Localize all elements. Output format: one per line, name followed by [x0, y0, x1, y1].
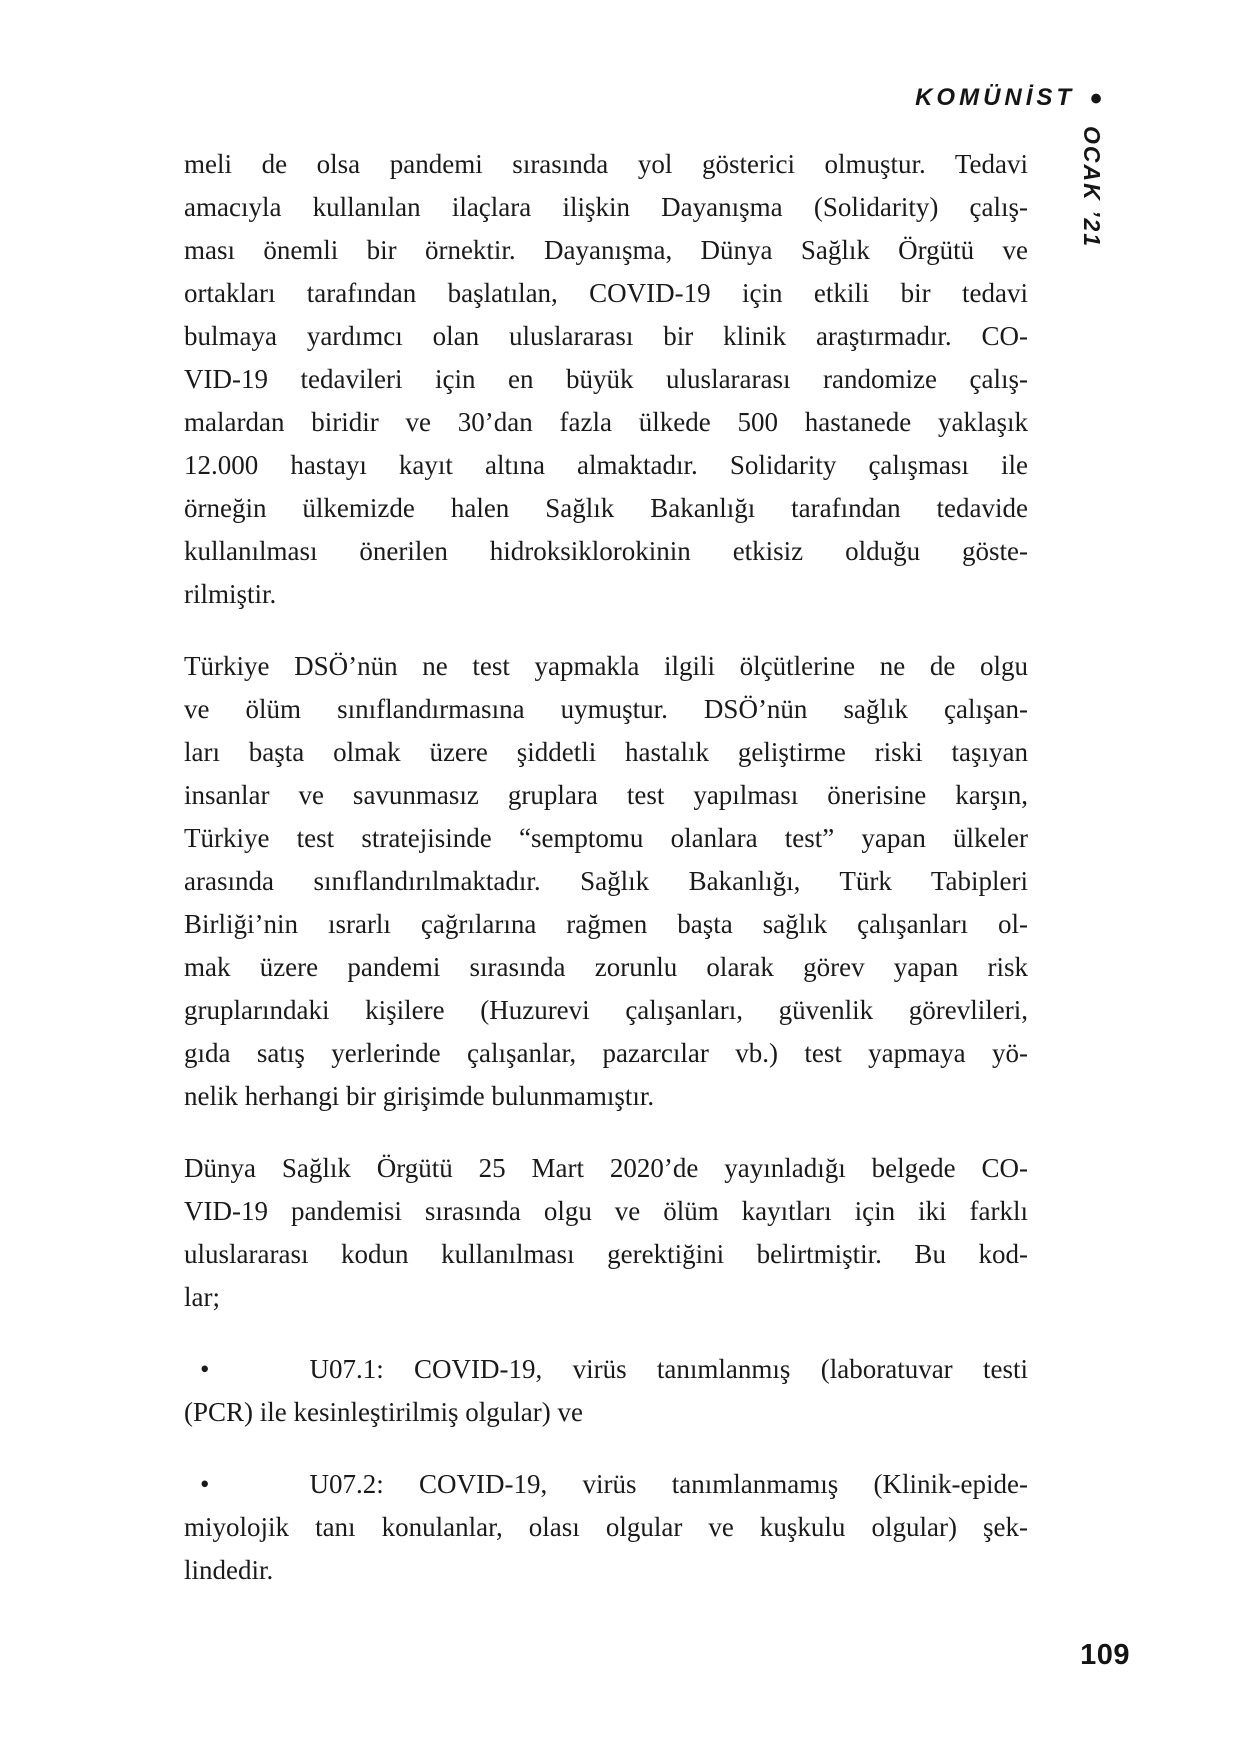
text-line: VID-19 pandemisi sırasında olgu ve ölüm kayıtları için iki farklı	[184, 1196, 1028, 1226]
magazine-title: KOMÜNİST	[915, 84, 1076, 111]
text-line: arasında sınıflandırılmaktadır. Sağlık Bakanlığı, Türk Tabipleri	[184, 866, 1028, 896]
text-line: uluslararası kodun kullanılması gerektiğini belirtmiştir. Bu kod-	[184, 1239, 1028, 1269]
text-line: rilmiştir.	[184, 579, 277, 609]
bullet-line-text: U07.2: COVID-19, virüs tanımlanmamış (Klinik-epide-	[309, 1469, 1028, 1499]
text-line: amacıyla kullanılan ilaçlara ilişkin Dayanışma (Solidarity) çalış-	[184, 192, 1028, 222]
text-line: miyolojik tanı konulanlar, olası olgular ve kuşkulu olgular) şek-	[184, 1512, 1028, 1542]
text-line: nelik herhangi bir girişimde bulunmamıştır.	[184, 1081, 655, 1111]
bullet-icon: •	[200, 1469, 210, 1499]
text-line: kullanılması önerilen hidroksiklorokinin etkisiz olduğu göste-	[184, 536, 1028, 566]
text-line: bulmaya yardımcı olan uluslararası bir klinik araştırmadır. CO-	[184, 321, 1028, 351]
text-line: 12.000 hastayı kayıt altına almaktadır. Solidarity çalışması ile	[184, 450, 1028, 480]
paragraph-test-strategy	[184, 645, 1028, 1118]
text-line: Dünya Sağlık Örgütü 25 Mart 2020’de yayınladığı belgede CO-	[184, 1153, 1028, 1183]
running-head: KOMÜNİST •	[915, 80, 1102, 118]
body-text	[184, 143, 1028, 1592]
text-line: insanlar ve savunmasız gruplara test yapılması önerisine karşın,	[184, 780, 1028, 810]
text-line: meli de olsa pandemi sırasında yol gösterici olmuştur. Tedavi	[184, 149, 1028, 179]
text-line: malardan biridir ve 30’dan fazla ülkede 500 hastanede yaklaşık	[184, 407, 1028, 437]
text-line	[184, 1463, 1028, 1506]
text-line: Birliği’nin ısrarlı çağrılarına rağmen başta sağlık çalışanları ol-	[184, 909, 1028, 939]
text-line: Türkiye DSÖ’nün ne test yapmakla ilgili ölçütlerine ne de olgu	[184, 651, 1028, 681]
issue-date-vertical: OCAK ’21	[1079, 126, 1105, 249]
text-line: lindedir.	[184, 1555, 274, 1585]
paragraph-solidarity	[184, 143, 1028, 616]
bullet-icon: •	[200, 1354, 210, 1384]
text-line: gıda satış yerlerinde çalışanlar, pazarcılar vb.) test yapmaya yö-	[184, 1038, 1028, 1068]
page-number: 109	[1080, 1639, 1130, 1671]
paragraph-who-codes	[184, 1147, 1028, 1319]
text-line: ması önemli bir örnektir. Dayanışma, Dünya Sağlık Örgütü ve	[184, 235, 1028, 265]
text-line: (PCR) ile kesinleştirilmiş olgular) ve	[184, 1397, 583, 1427]
bullet-item-u07-1	[184, 1348, 1028, 1434]
text-line: ve ölüm sınıflandırmasına uymuştur. DSÖ’nün sağlık çalışan-	[184, 694, 1028, 724]
text-line: ları başta olmak üzere şiddetli hastalık geliştirme riski taşıyan	[184, 737, 1028, 767]
text-line: örneğin ülkemizde halen Sağlık Bakanlığı tarafından tedavide	[184, 493, 1028, 523]
bullet-line-text: U07.1: COVID-19, virüs tanımlanmış (laboratuvar testi	[309, 1354, 1028, 1384]
text-line: Türkiye test stratejisinde “semptomu olanlara test” yapan ülkeler	[184, 823, 1028, 853]
text-line: ortakları tarafından başlatılan, COVID-19 için etkili bir tedavi	[184, 278, 1028, 308]
bullet-item-u07-2	[184, 1463, 1028, 1592]
text-line: lar;	[184, 1282, 220, 1312]
text-line: mak üzere pandemi sırasında zorunlu olarak görev yapan risk	[184, 952, 1028, 982]
text-line	[184, 1348, 1028, 1391]
text-line: VID-19 tedavileri için en büyük uluslararası randomize çalış-	[184, 364, 1028, 394]
text-line: gruplarındaki kişilere (Huzurevi çalışanları, güvenlik görevlileri,	[184, 995, 1028, 1025]
